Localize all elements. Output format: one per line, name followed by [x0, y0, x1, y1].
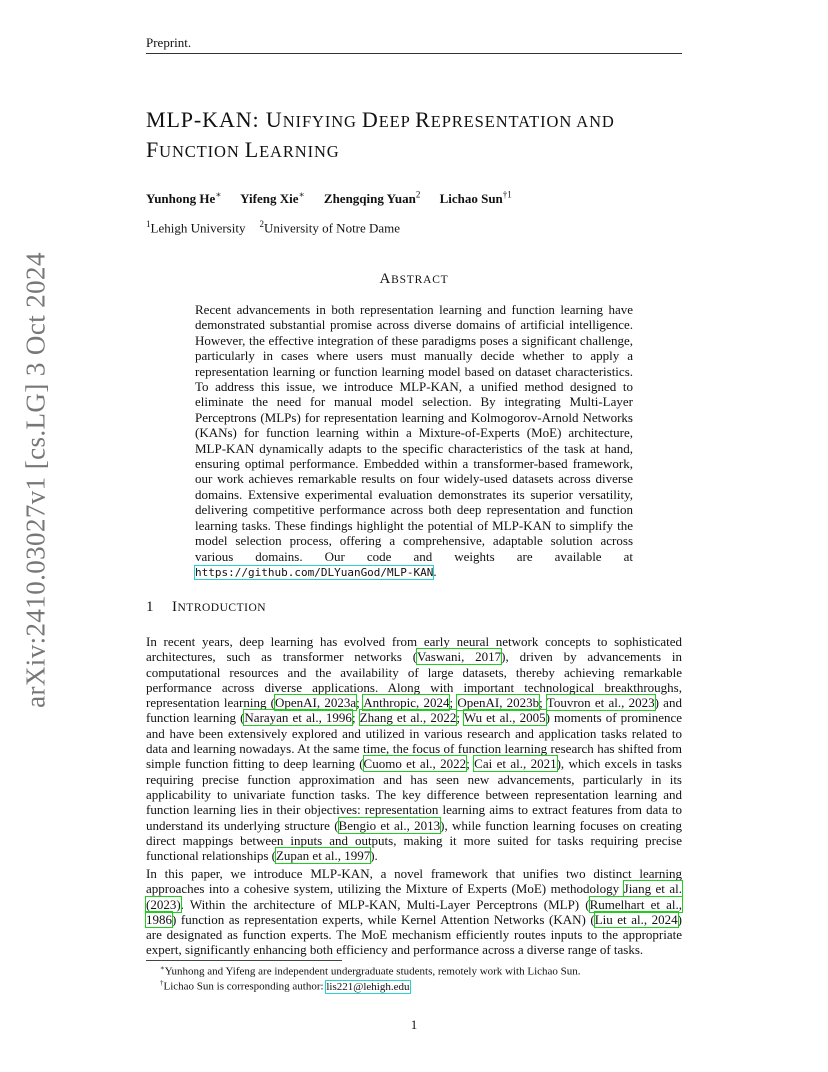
footnote-rule	[146, 960, 342, 961]
citation-link[interactable]: Vaswani, 2017	[417, 649, 502, 665]
author: Zhengqing Yuan$^2$	[323, 190, 421, 207]
citation-link[interactable]: Rumelhart et al., 1986	[146, 896, 683, 927]
citation-link[interactable]: Bengio et al., 2013	[338, 817, 441, 833]
email-link[interactable]: lis221@lehigh.edu	[326, 980, 410, 993]
code-link[interactable]: https://github.com/DLYuanGod/MLP-KAN	[195, 565, 434, 579]
citation-link[interactable]: Anthropic, 2024	[363, 695, 450, 711]
page-number: 1	[410, 1017, 418, 1032]
citation-link[interactable]: Zhang et al., 2022	[359, 710, 457, 726]
author-list	[146, 190, 528, 207]
arxiv-stamp: arXiv:2410.03027v1 [cs.LG] 3 Oct 2024	[20, 252, 51, 708]
paper-title: MLP-KAN: UNIFYING DEEP REPRESENTATION AND FUNCTION LEARNING	[146, 107, 615, 162]
section-heading-introduction: 1 INTRODUCTION	[146, 599, 267, 615]
running-header: Preprint.	[146, 35, 192, 50]
author: Yunhong He∗	[146, 190, 222, 207]
intro-paragraph-1: In recent years, deep learning has evolved from early neural network concepts to sophisticated architectures, such as transformer networks (Vaswani, 2017), driven by advancements in computational resources and the availability of large datasets, thereby achieving remarkable performance across diverse applications. Along with important technological breakthroughs, representation learning (OpenAI, 2023a; Anthropic, 2024; OpenAI, 2023b; Touvron et al., 2023) and function learning (Narayan et al., 1996; Zhang et al., 2022; Wu et al., 2005) moments of prominence and have been extensively explored and utilized in various research and application tasks related to data and learning nowadays. At the same time, the focus of function learning research has shifted from simple function fitting to deep learning (Cuomo et al., 2022; Cai et al., 2021), which excels in tasks requiring precise function approximation and has seen new advancements, particularly in its applicability to univariate function tasks. The key difference between representation learning and function learning lies in their objectives: representation learning aims to extract features from data to understand its underlying structure (Bengio et al., 2013), while function learning focuses on creating direct mappings between inputs and outputs, making it more suited for tasks requiring precise functional relationships (Zupan et al., 1997).	[146, 634, 682, 864]
intro-paragraph-2: In this paper, we introduce MLP-KAN, a novel framework that unifies two distinct learning approaches into a cohesive system, utilizing the Mixture of Experts (MoE) methodology Jiang et al. (2023). Within the architecture of MLP-KAN, Multi-Layer Perceptrons (MLP) (Rumelhart et al., 1986) function as representation experts, while Kernel Attention Networks (KAN) (Liu et al., 2024) are designated as function experts. The MoE mechanism efficiently routes inputs to the appropriate expert, significantly enhancing both efficiency and performance across a diverse range of tasks.	[146, 866, 683, 958]
author: Yifeng Xie∗	[240, 190, 305, 207]
citation-link[interactable]: Cai et al., 2021	[474, 756, 557, 772]
citation-link[interactable]: Cuomo et al., 2022	[363, 756, 467, 772]
citation-link[interactable]: Touvron et al., 2023	[546, 695, 655, 711]
citation-link[interactable]: Liu et al., 2024	[594, 911, 678, 927]
citation-link[interactable]: Zupan et al., 1997	[275, 848, 371, 864]
abstract-heading: ABSTRACT	[379, 271, 449, 287]
header-rule	[146, 53, 682, 54]
citation-link[interactable]: OpenAI, 2023b	[457, 695, 540, 711]
citation-link[interactable]: Jiang et al. (2023)	[146, 881, 682, 912]
affiliations: $^1$Lehigh University $^2$University of Notre Dame	[146, 219, 401, 236]
abstract-text: Recent advancements in both representation learning and function learning have demonstrated substantial promise across diverse domains of artificial intelligence. However, the effective integration of these paradigms poses a significant challenge, particularly in cases where users must manually decide whether to apply a representation learning or function learning model based on dataset characteristics. To address this issue, we introduce MLP-KAN, a unified method designed to eliminate the need for manual model selection. By integrating Multi-Layer Perceptrons (MLPs) for representation learning and Kolmogorov-Arnold Networks (KANs) for function learning within a Mixture-of-Experts (MoE) architecture, MLP-KAN dynamically adapts to the specific characteristics of the task at hand, ensuring optimal performance. Embedded within a transformer-based framework, our work achieves remarkable results on four widely-used datasets across diverse domains. Extensive experimental evaluation demonstrates its superior versatility, delivering competitive performance across both deep representation and function learning tasks. These findings highlight the potential of MLP-KAN to simplify the model selection process, offering a comprehensive, adaptable solution across various domains. Our code and weights are available at https://github.com/DLYuanGod/MLP-KAN.	[195, 302, 633, 579]
citation-link[interactable]: OpenAI, 2023a	[275, 695, 357, 711]
footnote-1: ∗Yunhong and Yifeng are independent undergraduate students, remotely work with Lichao Sun.	[160, 964, 581, 978]
author: Lichao Sun$^{\dagger 1}$	[439, 190, 512, 207]
citation-link[interactable]: Wu et al., 2005	[463, 710, 546, 726]
citation-link[interactable]: Narayan et al., 1996	[244, 710, 352, 726]
footnote-2: †Lichao Sun is corresponding author: lis221@lehigh.edu	[160, 979, 410, 993]
